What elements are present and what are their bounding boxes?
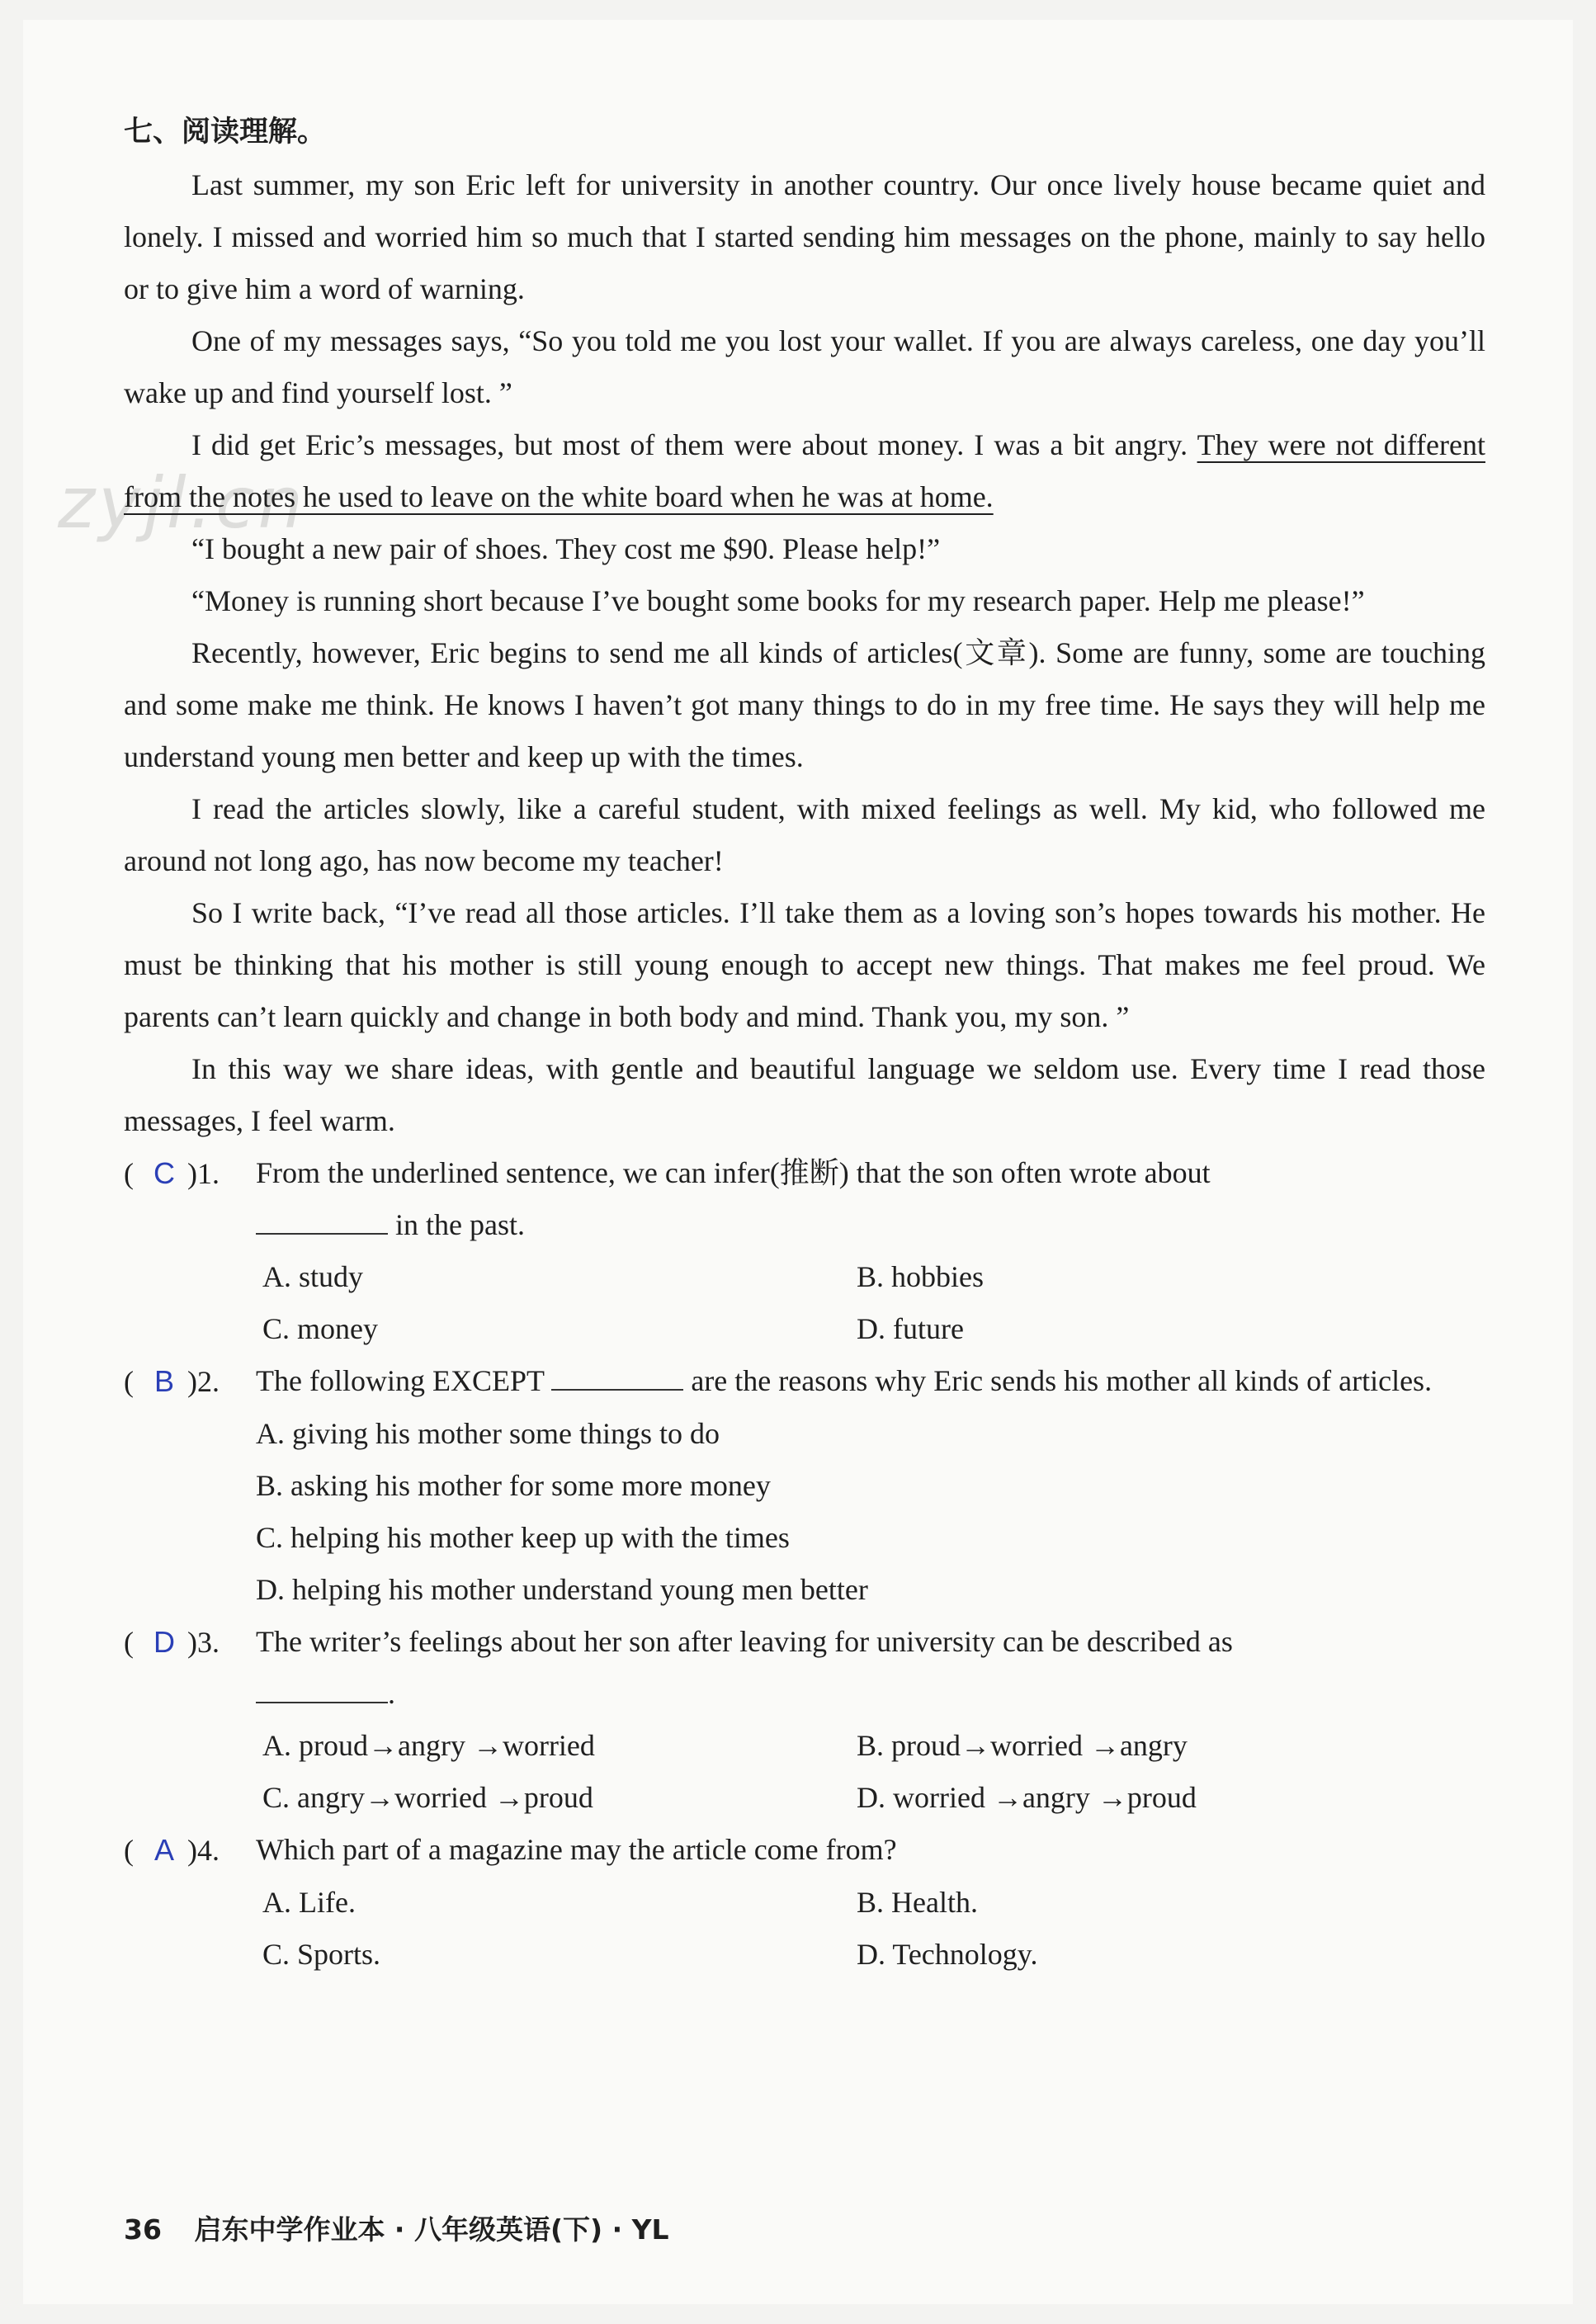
page-number: 36 xyxy=(124,2213,162,2246)
option: A. giving his mother some things to do xyxy=(256,1417,720,1450)
option: B. proud→worried →angry xyxy=(857,1729,1188,1762)
passage-paragraph: So I write back, “I’ve read all those articles. I’ll take them as a loving son’s hopes towards his mother. He must be thinking that his mother is still young enough to accept new things. That makes me feel proud. We parents can’t learn quickly and change in both body and mind. Thank you, my son. ” xyxy=(124,896,1485,1033)
option: A. study xyxy=(262,1260,364,1293)
passage-paragraph: “Money is running short because I’ve bought some books for my research paper. Help me please!” xyxy=(191,584,1365,617)
question-stem: The following EXCEPT xyxy=(256,1364,545,1397)
question-number: )1. xyxy=(187,1157,220,1190)
option: D. Technology. xyxy=(857,1938,1038,1971)
option: B. Health. xyxy=(857,1886,978,1919)
answer-mark: B xyxy=(153,1364,174,1398)
question-3 xyxy=(124,1616,1485,1824)
answer-blank xyxy=(551,1366,683,1391)
option: C. helping his mother keep up with the times xyxy=(256,1521,790,1554)
option: B. hobbies xyxy=(857,1260,985,1293)
answer-blank xyxy=(256,1679,388,1703)
options xyxy=(124,1251,1485,1355)
options xyxy=(124,1720,1485,1824)
question-stem-end: are the reasons why Eric sends his mother all kinds of articles. xyxy=(691,1364,1433,1397)
passage-paragraph: Recently, however, Eric begins to send me all kinds of articles(文章). Some are funny, some are touching and some make me think. He knows I haven’t got many things to do in my free time. He says they will help me understand young men better and keep up with the times. xyxy=(124,636,1485,773)
paren-open: ( xyxy=(124,1834,141,1867)
paren-open: ( xyxy=(124,1365,141,1398)
question-number: )4. xyxy=(187,1834,220,1867)
worksheet-content xyxy=(124,107,1485,1981)
option: A. Life. xyxy=(262,1886,356,1919)
question-stem: The writer’s feelings about her son after leaving for university can be described as xyxy=(256,1625,1233,1658)
question-stem: From the underlined sentence, we can infer(推断) that the son often wrote about xyxy=(256,1156,1211,1189)
option: A. proud→angry →worried xyxy=(262,1729,595,1762)
passage-paragraph: I read the articles slowly, like a careful student, with mixed feelings as well. My kid, who followed me around not long ago, has now become my teacher! xyxy=(124,792,1485,877)
option: D. future xyxy=(857,1312,964,1345)
answer-mark: C xyxy=(153,1156,175,1190)
option: B. asking his mother for some more money xyxy=(256,1469,771,1502)
question-1 xyxy=(124,1147,1485,1355)
options xyxy=(124,1408,1485,1616)
question-2 xyxy=(124,1355,1485,1616)
question-stem-end: . xyxy=(388,1677,395,1710)
watermark: zyjl.cn xyxy=(58,462,306,545)
passage-paragraph: In this way we share ideas, with gentle and beautiful language we seldom use. Every time I read those messages, I feel warm. xyxy=(124,1052,1485,1137)
question-number: )2. xyxy=(187,1365,220,1398)
passage-paragraph: “I bought a new pair of shoes. They cost me $90. Please help!” xyxy=(191,532,941,565)
option: D. helping his mother understand young men better xyxy=(256,1573,868,1606)
paren-open: ( xyxy=(124,1626,141,1659)
underlined-sentence: They were not different from the notes he used to leave on the white board when he was at home. xyxy=(124,428,1485,513)
options xyxy=(124,1877,1485,1981)
option: C. angry→worried →proud xyxy=(262,1781,593,1814)
question-stem: Which part of a magazine may the article come from? xyxy=(256,1833,897,1866)
paren-open: ( xyxy=(124,1157,141,1190)
answer-mark: A xyxy=(153,1833,174,1867)
section-title: 七、阅读理解。 xyxy=(124,116,327,149)
passage-paragraph: One of my messages says, “So you told me you lost your wallet. If you are always careless, one day you’ll wake up and find yourself lost. ” xyxy=(124,324,1485,409)
passage-paragraph: Last summer, my son Eric left for university in another country. Our once lively house became quiet and lonely. I missed and worried him so much that I started sending him messages on the phone, mainly to say hello or to give him a word of warning. xyxy=(124,168,1485,305)
passage-paragraph xyxy=(124,419,1485,523)
page-footer xyxy=(124,2208,669,2247)
option: C. money xyxy=(262,1312,378,1345)
option: D. worried →angry →proud xyxy=(857,1781,1197,1814)
question-4 xyxy=(124,1824,1485,1981)
option: C. Sports. xyxy=(262,1938,381,1971)
answer-mark: D xyxy=(153,1625,175,1659)
question-number: )3. xyxy=(187,1626,220,1659)
paragraph-text: I did get Eric’s messages, but most of them were about money. I was a bit angry. xyxy=(191,428,1197,461)
book-title: 启东中学作业本 · 八年级英语(下) · YL xyxy=(194,2213,669,2246)
question-stem-end: in the past. xyxy=(395,1208,525,1241)
answer-blank xyxy=(256,1210,388,1235)
